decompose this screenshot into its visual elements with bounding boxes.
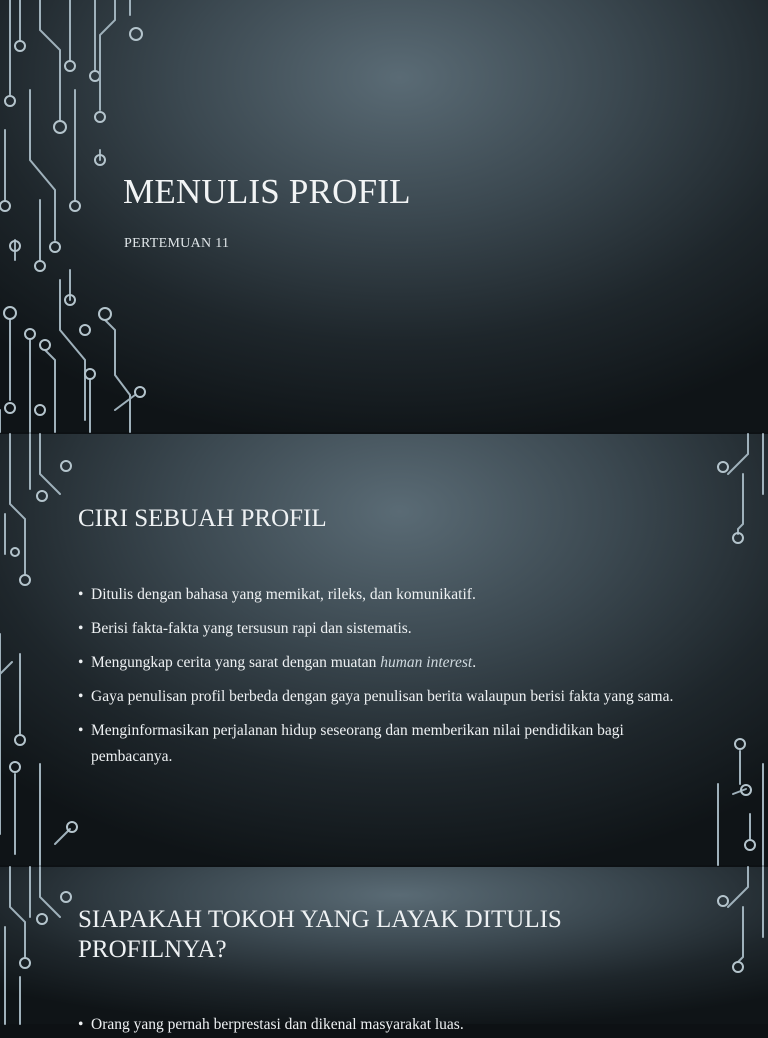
list-item: • Berisi fakta-fakta yang tersusun rapi dan sistematis. [78,616,698,642]
bullet-list [78,582,698,778]
presentation-title: MENULIS PROFIL [123,172,411,211]
bullet-marker: • [78,620,84,637]
list-item: • Mengungkap cerita yang sarat dengan muatan human interest. [78,650,698,676]
list-item: • Ditulis dengan bahasa yang memikat, rileks, dan komunikatif. [78,582,698,608]
bullet-list [78,1012,698,1038]
list-item: • Orang yang pernah berprestasi dan dikenal masyarakat luas. [78,1012,698,1038]
circuit-decoration-left [0,867,80,1024]
bullet-marker: • [78,586,84,603]
slide-heading: SIAPAKAH TOKOH YANG LAYAK DITULIS PROFILNYA? [78,906,562,963]
bullet-marker: • [78,654,84,671]
emphasis-text: human interest [380,654,473,671]
title-slide [0,0,768,432]
circuit-decoration-left [0,0,160,432]
bullet-marker: • [78,688,84,705]
circuit-decoration-right [688,867,768,1024]
bullet-marker: • [78,1016,84,1033]
circuit-decoration-right [688,434,768,865]
bullet-marker: • [78,722,84,739]
list-item: • Gaya penulisan profil berbeda dengan gaya penulisan berita walaupun berisi fakta yang sama. [78,684,698,710]
list-item: • Menginformasikan perjalanan hidup seseorang dan memberikan nilai pendidikan bagi pembacanya. [78,718,698,770]
slide-heading: CIRI SEBUAH PROFIL [78,505,327,532]
circuit-decoration-left [0,434,80,865]
content-slide-ciri-profil [0,434,768,865]
presentation-subtitle: PERTEMUAN 11 [124,236,230,251]
content-slide-tokoh [0,867,768,1033]
